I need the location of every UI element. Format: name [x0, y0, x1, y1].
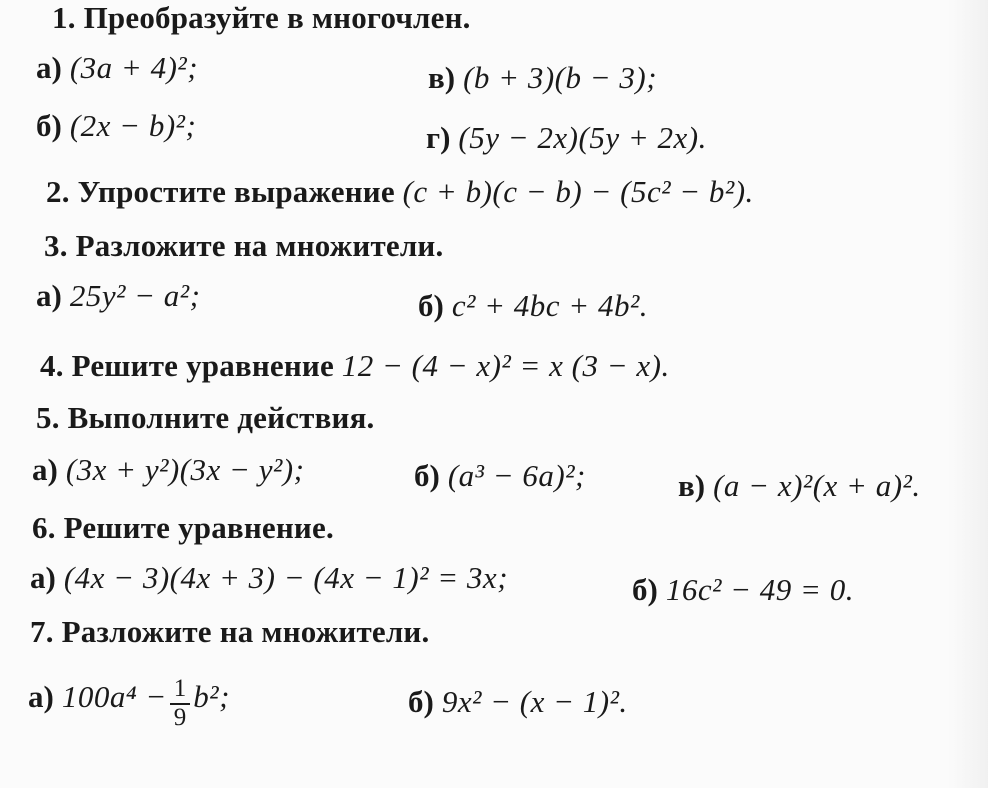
item-label: а): [36, 278, 62, 313]
item-expression: 16c² − 49 = 0.: [665, 572, 854, 607]
item-label: б): [408, 684, 434, 719]
fraction-one-ninth: [170, 676, 191, 732]
task-1-title: Преобразуйте в многочлен.: [83, 0, 471, 35]
task-3-item-a: [36, 280, 200, 311]
task-3-item-b: [418, 290, 648, 321]
task-7-title: Разложите на множители.: [61, 614, 430, 649]
item-expression: (a³ − 6a)²;: [447, 458, 586, 493]
task-5-number: 5.: [36, 400, 60, 435]
item-label: г): [426, 120, 451, 155]
task-6-item-b: [632, 574, 854, 605]
item-expression: 9x² − (x − 1)².: [441, 684, 628, 719]
task-5-item-b: [414, 460, 586, 491]
task-4-expression: 12 − (4 − x)² = x (3 − x).: [341, 348, 670, 383]
task-7-item-a: [28, 672, 230, 732]
fraction-numerator: 1: [170, 676, 191, 705]
task-6-number: 6.: [32, 510, 56, 545]
item-label: б): [36, 108, 62, 143]
task-3-heading: [44, 230, 443, 261]
item-expression-start: 100a⁴ −: [61, 678, 167, 714]
task-4-title: Решите уравнение: [71, 348, 334, 383]
task-1-heading: [52, 2, 471, 33]
task-2-title: Упростите выражение: [77, 174, 395, 209]
task-7-item-b: [408, 686, 628, 717]
fraction-denominator: 9: [173, 704, 187, 732]
task-1-item-a: [36, 52, 198, 83]
item-label: в): [428, 60, 456, 95]
task-4-line: [40, 350, 670, 381]
item-label: а): [32, 452, 58, 487]
scan-edge-shadow: [948, 0, 988, 788]
item-expression: (3x + y²)(3x − y²);: [65, 452, 305, 487]
item-label: б): [632, 572, 658, 607]
task-3-number: 3.: [44, 228, 68, 263]
item-expression: (a − x)²(x + a)².: [713, 468, 921, 503]
item-expression: (5y − 2x)(5y + 2x).: [458, 120, 707, 155]
task-6-heading: [32, 512, 334, 543]
task-7-heading: [30, 616, 429, 647]
task-2-number: 2.: [46, 174, 70, 209]
task-5-heading: [36, 402, 375, 433]
item-expression: c² + 4bc + 4b².: [451, 288, 649, 323]
task-6-item-a: [30, 562, 508, 593]
item-expression: 25y² − a²;: [69, 278, 201, 313]
item-label: б): [418, 288, 444, 323]
task-1-item-g: [426, 122, 707, 153]
item-expression: (2x − b)²;: [69, 108, 197, 143]
item-label: а): [30, 560, 56, 595]
task-1-item-v: [428, 62, 657, 93]
task-2-line: [46, 176, 754, 207]
item-label: в): [678, 468, 706, 503]
task-3-title: Разложите на множители.: [75, 228, 444, 263]
task-5-title: Выполните действия.: [67, 400, 375, 435]
item-expression: (b + 3)(b − 3);: [463, 60, 658, 95]
item-label: а): [36, 50, 62, 85]
task-6-title: Решите уравнение.: [63, 510, 334, 545]
item-expression: (4x − 3)(4x + 3) − (4x − 1)² = 3x;: [63, 560, 509, 595]
item-label: а): [28, 678, 54, 714]
item-expression-end: b²;: [193, 678, 230, 714]
task-4-number: 4.: [40, 348, 64, 383]
task-5-item-v: [678, 470, 921, 501]
task-2-expression: (c + b)(c − b) − (5c² − b²).: [402, 174, 754, 209]
item-expression: (3a + 4)²;: [69, 50, 199, 85]
item-label: б): [414, 458, 440, 493]
task-1-item-b: [36, 110, 196, 141]
task-1-number: 1.: [52, 0, 76, 35]
task-5-item-a: [32, 454, 304, 485]
task-7-number: 7.: [30, 614, 54, 649]
